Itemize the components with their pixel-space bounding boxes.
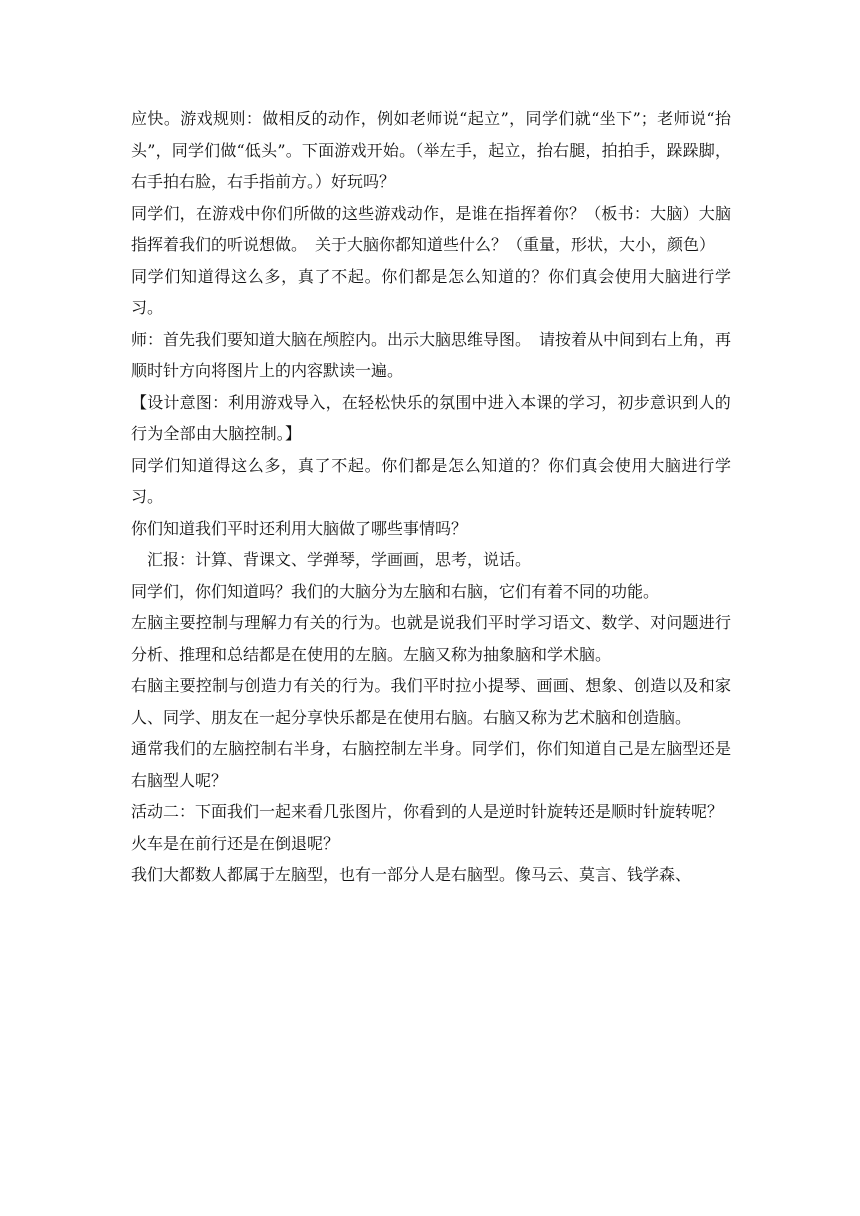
paragraph-activity-two: 活动二：下面我们一起来看几张图片，你看到的人是逆时针旋转还是顺时针旋转呢？ — [131, 802, 724, 821]
paragraph-brain-uses-question: 你们知道我们平时还利用大脑做了哪些事情吗？ — [131, 518, 468, 538]
paragraph-train-question: 火车是在前行还是在倒退呢？ — [131, 833, 340, 853]
paragraph-brain-types: 我们大都数人都属于左脑型，也有一部分人是右脑型。像马云、莫言、钱学森、 — [131, 865, 692, 884]
paragraph-design-intent: 【设计意图：利用游戏导入，在轻松快乐的氛围中进入本课的学习，初步意识到人的行为全部由大脑控制。】 — [131, 392, 731, 443]
paragraph-report: 汇报：计算、背课文、学弹琴，学画画，思考，说话。 — [147, 550, 532, 569]
paragraph-praise: 同学们知道得这么多，真了不起。你们都是怎么知道的？你们真会使用大脑进行学习。 — [131, 266, 731, 317]
paragraph-left-brain: 左脑主要控制与理解力有关的行为。也就是说我们平时学习语文、数学、对问题进行分析、推理和总结都是在使用的左脑。左脑又称为抽象脑和学术脑。 — [131, 613, 731, 664]
paragraph-brain-control: 通常我们的左脑控制右半身，右脑控制左半身。同学们，你们知道自己是左脑型还是右脑型人呢？ — [131, 739, 731, 790]
paragraph-praise-repeat: 同学们知道得这么多，真了不起。你们都是怎么知道的？你们真会使用大脑进行学习。 — [131, 455, 731, 506]
document-body — [131, 103, 731, 891]
paragraph-teacher-mindmap: 师：首先我们要知道大脑在颅腔内。出示大脑思维导图。 请按着从中间到右上角，再顺时针方向将图片上的内容默读一遍。 — [131, 329, 732, 380]
paragraph-left-right-brain: 同学们，你们知道吗？我们的大脑分为左脑和右脑，它们有着不同的功能。 — [131, 581, 660, 601]
paragraph-right-brain: 右脑主要控制与创造力有关的行为。我们平时拉小提琴、画画、想象、创造以及和家人、同学、朋友在一起分享快乐都是在使用右脑。右脑又称为艺术脑和创造脑。 — [131, 676, 731, 727]
paragraph-brain-question: 同学们，在游戏中你们所做的这些游戏动作，是谁在指挥着你？（板书：大脑）大脑指挥着我们的听说想做。 关于大脑你都知道些什么？（重量，形状，大小，颜色） — [131, 203, 731, 254]
paragraph-game-rules: 应快。游戏规则：做相反的动作，例如老师说“起立”，同学们就“坐下”；老师说“抬头”，同学们做“低头”。下面游戏开始。（举左手，起立，抬右腿，拍拍手，跺跺脚，右手拍右脸，右手指前方。）好玩吗？ — [131, 109, 731, 191]
